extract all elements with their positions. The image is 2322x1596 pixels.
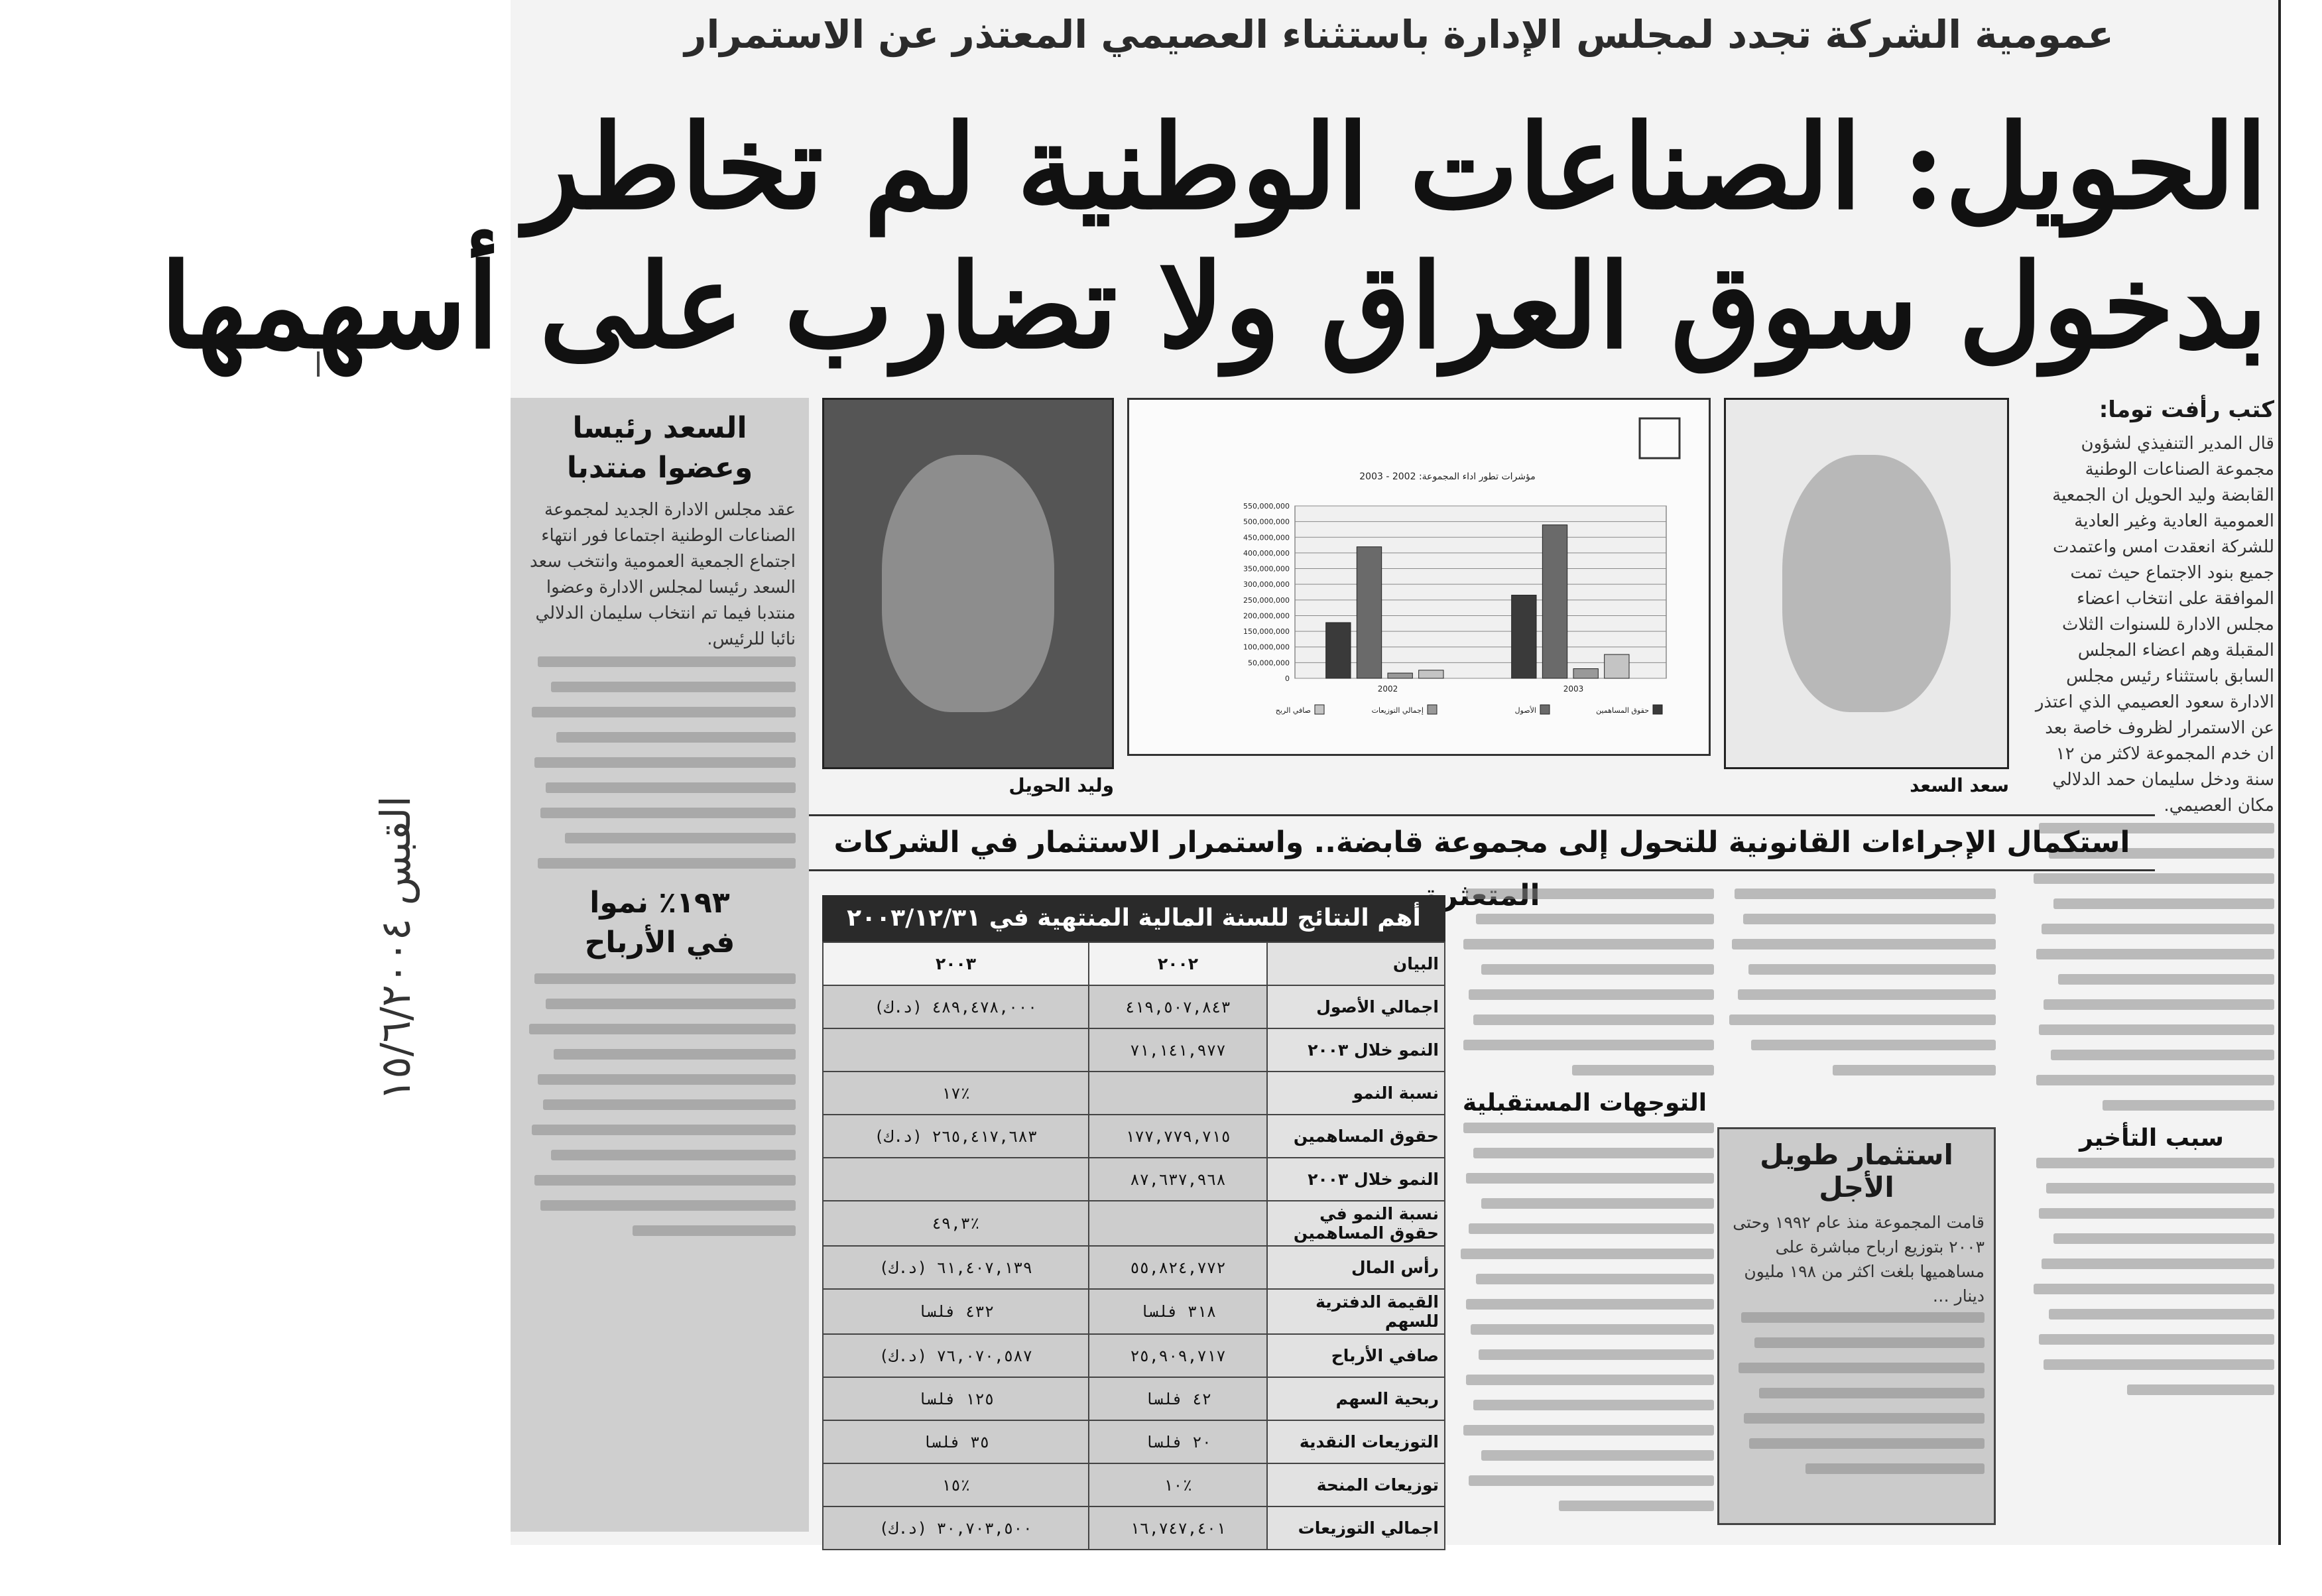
table-row bbox=[823, 1334, 1445, 1377]
sidebar-box bbox=[511, 398, 809, 1532]
row-label: نسبة النمو في حقوق المساهمين bbox=[1267, 1201, 1445, 1246]
row-value-2003: ٪٤٩,٣ bbox=[823, 1201, 1089, 1246]
future-column bbox=[1455, 889, 1714, 1526]
chart-legend-swatch bbox=[1653, 705, 1662, 714]
row-value-2002: ٢٠ فلسا bbox=[1089, 1420, 1267, 1463]
results-table bbox=[822, 942, 1445, 1550]
row-value-2002: ٨٧,٦٣٧,٩٦٨ bbox=[1089, 1158, 1267, 1201]
photo-waleed-alhuwail bbox=[822, 398, 1114, 769]
chart-ytick-label: 400,000,000 bbox=[1243, 548, 1290, 558]
chart-legend-swatch bbox=[1540, 705, 1550, 714]
section-delay-heading: سبب التأخير bbox=[2079, 1125, 2224, 1152]
portrait-figure bbox=[882, 455, 1054, 712]
row-value-2003: ٧٦,٠٧٠,٥٨٧ (د.ك) bbox=[823, 1334, 1089, 1377]
row-value-2002: ١٦,٧٤٧,٤٠١ bbox=[1089, 1506, 1267, 1550]
row-label: نسبة النمو bbox=[1267, 1072, 1445, 1115]
table-row bbox=[823, 1115, 1445, 1158]
chart-ytick-label: 500,000,000 bbox=[1243, 517, 1290, 526]
row-value-2003 bbox=[823, 1028, 1089, 1072]
chart-bar bbox=[1573, 668, 1598, 678]
chart-bar bbox=[1605, 654, 1629, 678]
table-header-label: البيان bbox=[1267, 942, 1445, 985]
growth-text-lines bbox=[524, 973, 796, 1236]
row-value-2002: ١٧٧,٧٧٩,٧١٥ bbox=[1089, 1115, 1267, 1158]
chart-bar bbox=[1388, 673, 1412, 678]
caption-left-photo: وليد الحويل bbox=[1008, 774, 1114, 796]
row-value-2002: ٢٥,٩٠٩,٧١٧ bbox=[1089, 1334, 1267, 1377]
longterm-body bbox=[1729, 1210, 1985, 1474]
chart-ytick-label: 250,000,000 bbox=[1243, 595, 1290, 605]
chart-bar bbox=[1542, 525, 1567, 678]
chart-ytick-label: 300,000,000 bbox=[1243, 580, 1290, 589]
table-row bbox=[823, 1463, 1445, 1506]
longterm-title: استثمار طويل الأجل bbox=[1760, 1138, 1953, 1203]
chart-ytick-label: 550,000,000 bbox=[1243, 502, 1290, 511]
subheading-band: استكمال الإجراءات القانونية للتحول إلى مجموعة قابضة.. واستمرار الاستثمار في الشركات bbox=[809, 814, 2155, 871]
row-label: صافي الأرباح bbox=[1267, 1334, 1445, 1377]
chart-legend-swatch bbox=[1315, 705, 1324, 714]
chart-bar bbox=[1357, 547, 1381, 678]
chart-category-label: 2002 bbox=[1377, 684, 1398, 694]
row-label: النمو خلال ٢٠٠٣ bbox=[1267, 1158, 1445, 1201]
row-label: رأس المال bbox=[1267, 1246, 1445, 1289]
chart-legend-label: صافي الربح bbox=[1275, 706, 1311, 715]
row-value-2003: ٪١٧ bbox=[823, 1072, 1089, 1115]
results-table-box bbox=[822, 895, 1445, 1538]
longterm-text: قامت المجموعة منذ عام ١٩٩٢ وحتى ٢٠٠٣ بتوزيع ارباح مباشرة على مساهميها بلغت اكثر من ١٩٨ مليون دينار … bbox=[1733, 1213, 1985, 1306]
chart-box bbox=[1127, 398, 1711, 756]
kicker: عمومية الشركة تجدد لمجلس الإدارة باستثناء العصيمي المعتذر عن الاستمرار bbox=[684, 12, 2114, 57]
row-value-2002: ٪١٠ bbox=[1089, 1463, 1267, 1506]
sidebar-text: عقد مجلس الادارة الجديد لمجموعة الصناعات الوطنية اجتماعا فور انتهاء اجتماع الجمعية العمومية وانتخب سعد السعد رئيسا لمجلس الادارة وعضوا منتدبا فيما تم انتخاب سليمان الدلالي نائبا للرئيس. bbox=[530, 500, 796, 649]
byline: كتب رأفت توما: bbox=[2099, 397, 2274, 423]
row-value-2003: ٤٣٢ فلسا bbox=[823, 1289, 1089, 1334]
table-row bbox=[823, 1246, 1445, 1289]
intro-column bbox=[2029, 431, 2274, 1410]
performance-chart bbox=[1129, 400, 1709, 754]
chart-ytick-label: 350,000,000 bbox=[1243, 564, 1290, 574]
caption-right-photo: سعد السعد bbox=[1910, 774, 2009, 796]
row-value-2002: ٤١٩,٥٠٧,٨٤٣ bbox=[1089, 985, 1267, 1028]
section-future-heading: التوجهات المستقبلية bbox=[1462, 1089, 1707, 1117]
chart-ytick-label: 150,000,000 bbox=[1243, 627, 1290, 637]
table-row bbox=[823, 1506, 1445, 1550]
row-label: توزيعات المنحة bbox=[1267, 1463, 1445, 1506]
row-value-2002: ٣١٨ فلسا bbox=[1089, 1289, 1267, 1334]
row-value-2002 bbox=[1089, 1201, 1267, 1246]
chart-ytick-label: 50,000,000 bbox=[1248, 658, 1290, 668]
growth-heading-line1: ١٩٣٪ نموا bbox=[589, 886, 730, 920]
table-header-2003: ٢٠٠٣ bbox=[823, 942, 1089, 985]
longterm-text-lines bbox=[1729, 1312, 1985, 1474]
headline-line2: بدخول سوق العراق ولا تضارب على أسهمها bbox=[160, 239, 2268, 375]
row-value-2002: ٧١,١٤١,٩٧٧ bbox=[1089, 1028, 1267, 1072]
row-label: اجمالي الأصول bbox=[1267, 985, 1445, 1028]
chart-legend-label: إجمالي التوزيعات bbox=[1371, 706, 1424, 715]
row-value-2003 bbox=[823, 1158, 1089, 1201]
chart-ytick-label: 0 bbox=[1285, 674, 1290, 683]
growth-heading-line2: في الأرباح bbox=[584, 926, 735, 959]
row-label: اجمالي التوزيعات bbox=[1267, 1506, 1445, 1550]
chart-category-label: 2003 bbox=[1563, 684, 1584, 694]
table-row bbox=[823, 1377, 1445, 1420]
chart-bar bbox=[1419, 670, 1443, 678]
row-label: حقوق المساهمين bbox=[1267, 1115, 1445, 1158]
chart-bar bbox=[1326, 623, 1351, 678]
row-value-2003: ٪١٥ bbox=[823, 1463, 1089, 1506]
intro-text: قال المدير التنفيذي لشؤون مجموعة الصناعات الوطنية القابضة وليد الحويل ان الجمعية العمومية العادية وغير العادية للشركة انعقدت امس واعتمدت جميع بنود الاجتماع حيث تمت الموافقة على انتخاب اعضاء مجلس الادارة للسنوات الثلاث المقبلة وهم اعضاء المجلس السابق باستثناء رئيس مجلس الادارة سعود العصيمي الذي اعتذر عن الاستمرار لظروف خاصة بعد ان خدم المجموعة لاكثر من ١٢ سنة ودخل سليمان حمد الدلالي مكان العصيمي. bbox=[2035, 434, 2274, 816]
sidebar-body bbox=[524, 497, 796, 869]
row-value-2003: ٢٦٥,٤١٧,٦٨٣ (د.ك) bbox=[823, 1115, 1089, 1158]
row-value-2003: ٣٥ فلسا bbox=[823, 1420, 1089, 1463]
row-value-2003: ٤٨٩,٤٧٨,٠٠٠ (د.ك) bbox=[823, 985, 1089, 1028]
chart-ytick-label: 100,000,000 bbox=[1243, 643, 1290, 652]
table-row bbox=[823, 1072, 1445, 1115]
middle-column-right bbox=[1724, 889, 1996, 1090]
sidebar-title-line1: السعد رئيسا bbox=[572, 411, 747, 445]
row-value-2002 bbox=[1089, 1072, 1267, 1115]
chart-legend-label: حقوق المساهمين bbox=[1596, 706, 1649, 715]
middle-text-lines bbox=[1724, 889, 1996, 1075]
table-row bbox=[823, 1289, 1445, 1334]
row-label: القيمة الدفترية للسهم bbox=[1267, 1289, 1445, 1334]
row-value-2002: ٥٥,٨٢٤,٧٧٢ bbox=[1089, 1246, 1267, 1289]
table-row bbox=[823, 1028, 1445, 1072]
chart-legend-swatch bbox=[1428, 705, 1437, 714]
handwritten-date-note: القبس ١٥/٦/٢٠٠٤ bbox=[371, 796, 420, 1101]
table-header-2002: ٢٠٠٢ bbox=[1089, 942, 1267, 985]
row-label: التوزيعات النقدية bbox=[1267, 1420, 1445, 1463]
table-header-row bbox=[823, 942, 1445, 985]
photo-saad-alsaad bbox=[1724, 398, 2009, 769]
sidebar-text-lines bbox=[524, 656, 796, 869]
row-label: النمو خلال ٢٠٠٣ bbox=[1267, 1028, 1445, 1072]
row-value-2003: ٣٠,٧٠٣,٥٠٠ (د.ك) bbox=[823, 1506, 1089, 1550]
row-value-2003: ١٢٥ فلسا bbox=[823, 1377, 1089, 1420]
sidebar-title-line2: وعضوا منتدبا bbox=[566, 451, 753, 485]
chart-ytick-label: 450,000,000 bbox=[1243, 533, 1290, 542]
chart-logo-icon bbox=[1640, 418, 1680, 458]
delay-text-lines bbox=[2029, 1158, 2274, 1395]
headline-line1: الحويل: الصناعات الوطنية لم تخاطر bbox=[524, 99, 2268, 235]
chart-title: مؤشرات تطور اداء المجموعة: 2002 - 2003 bbox=[1359, 471, 1536, 482]
table-row bbox=[823, 1201, 1445, 1246]
results-table-title: أهم النتائج للسنة المالية المنتهية في ٢٠٠٣/١٢/٣١ bbox=[822, 895, 1445, 942]
future-text-lines bbox=[1455, 1123, 1714, 1511]
chart-legend-label: الأصول bbox=[1514, 706, 1536, 715]
table-row bbox=[823, 1158, 1445, 1201]
chart-bar bbox=[1512, 595, 1536, 678]
table-row bbox=[823, 1420, 1445, 1463]
portrait-figure bbox=[1782, 455, 1951, 712]
row-label: ربحية السهم bbox=[1267, 1377, 1445, 1420]
table-row bbox=[823, 985, 1445, 1028]
longterm-box bbox=[1717, 1127, 1996, 1525]
chart-ytick-label: 200,000,000 bbox=[1243, 611, 1290, 621]
row-value-2002: ٤٢ فلسا bbox=[1089, 1377, 1267, 1420]
future-intro-lines bbox=[1455, 889, 1714, 1075]
row-value-2003: ٦١,٤٠٧,١٣٩ (د.ك) bbox=[823, 1246, 1089, 1289]
